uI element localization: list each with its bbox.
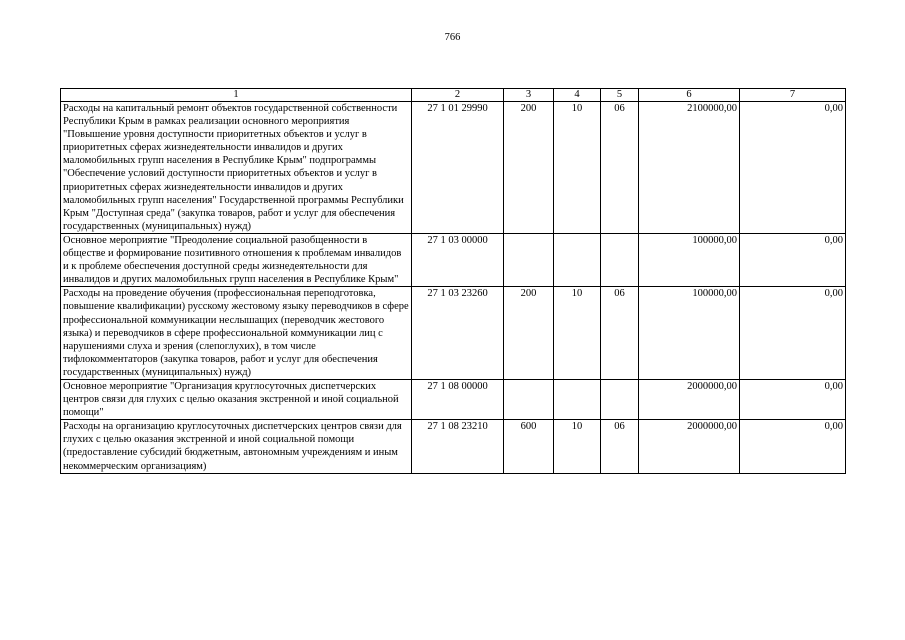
col7-amount-cell: 0,00 [740, 102, 846, 234]
header-col-4: 4 [554, 89, 601, 102]
col5-cell: 06 [601, 420, 639, 473]
code-cell: 27 1 03 00000 [412, 233, 504, 286]
budget-table [60, 88, 846, 474]
col4-cell: 10 [554, 102, 601, 234]
col4-cell: 10 [554, 287, 601, 380]
col4-cell: 10 [554, 420, 601, 473]
header-col-6: 6 [639, 89, 740, 102]
table-header [61, 89, 846, 102]
header-col-7: 7 [740, 89, 846, 102]
col3-cell [504, 233, 554, 286]
code-cell: 27 1 01 29990 [412, 102, 504, 234]
description-cell: Расходы на организацию круглосуточных диспетчерских центров связи для глухих с целью оказания экстренной и иной социальной помощи (предоставление субсидий бюджетным, автономным учреждениям и иным некоммерческим организациям) [61, 420, 412, 473]
header-col-3: 3 [504, 89, 554, 102]
description-cell: Основное мероприятие "Организация круглосуточных диспетчерских центров связи для глухих с целью оказания экстренной и иной социальной помощи" [61, 379, 412, 419]
header-row [61, 89, 846, 102]
header-col-1: 1 [61, 89, 412, 102]
col6-amount-cell: 2000000,00 [639, 379, 740, 419]
col3-cell: 200 [504, 102, 554, 234]
col5-cell: 06 [601, 102, 639, 234]
description-cell: Расходы на капитальный ремонт объектов государственной собственности Республики Крым в рамках реализации основного мероприятия "Повышение уровня доступности приоритетных объектов и услуг в приоритетных сферах жизнедеятельности инвалидов и других маломобильных групп населения в Республике Крым" подпрограммы "Обеспечение условий доступности приоритетных объектов и услуг в приоритетных сферах жизнедеятельности инвалидов и других маломобильных групп населения" Государственной программы Республики Крым "Доступная среда" (закупка товаров, работ и услуг для обеспечения государственных (муниципальных) нужд) [61, 102, 412, 234]
table-body [61, 102, 846, 474]
col3-cell: 600 [504, 420, 554, 473]
col5-cell: 06 [601, 287, 639, 380]
col6-amount-cell: 100000,00 [639, 233, 740, 286]
col4-cell [554, 233, 601, 286]
col7-amount-cell: 0,00 [740, 287, 846, 380]
header-col-2: 2 [412, 89, 504, 102]
col6-amount-cell: 2000000,00 [639, 420, 740, 473]
col7-amount-cell: 0,00 [740, 420, 846, 473]
col5-cell [601, 233, 639, 286]
description-cell: Основное мероприятие "Преодоление социальной разобщенности в обществе и формирование позитивного отношения к проблемам инвалидов и к проблеме обеспечения доступной среды жизнедеятельности для инвалидов и других маломобильных групп населения в Республике Крым" [61, 233, 412, 286]
col7-amount-cell: 0,00 [740, 379, 846, 419]
code-cell: 27 1 03 23260 [412, 287, 504, 380]
header-col-5: 5 [601, 89, 639, 102]
code-cell: 27 1 08 23210 [412, 420, 504, 473]
description-cell: Расходы на проведение обучения (профессиональная переподготовка, повышение квалификации) русскому жестовому языку переводчиков в сфере профессиональной коммуникации неслышащих (переводчик жестового языка) и переводчиков в сфере профессиональной коммуникации лиц с нарушениями слуха и зрения (слепоглухих), в том числе тифлокомментаторов (закупка товаров, работ и услуг для обеспечения государственных (муниципальных) нужд) [61, 287, 412, 380]
col3-cell: 200 [504, 287, 554, 380]
col6-amount-cell: 100000,00 [639, 287, 740, 380]
page-number: 766 [444, 32, 461, 43]
col4-cell [554, 379, 601, 419]
table-row [61, 102, 846, 234]
table-row [61, 287, 846, 380]
code-cell: 27 1 08 00000 [412, 379, 504, 419]
table-row [61, 233, 846, 286]
table-row [61, 420, 846, 473]
col6-amount-cell: 2100000,00 [639, 102, 740, 234]
col7-amount-cell: 0,00 [740, 233, 846, 286]
col3-cell [504, 379, 554, 419]
col5-cell [601, 379, 639, 419]
table-row [61, 379, 846, 419]
